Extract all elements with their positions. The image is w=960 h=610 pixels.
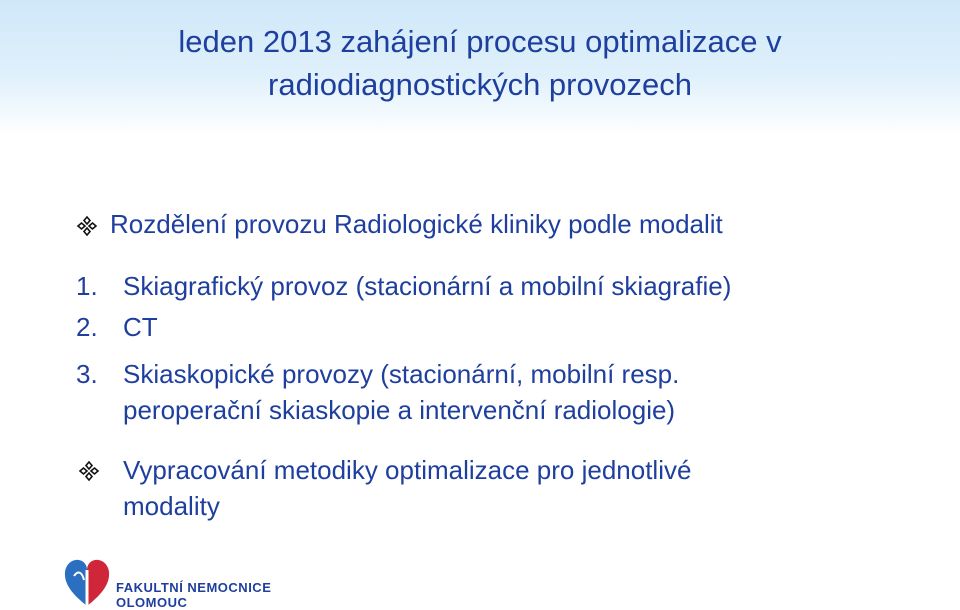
list-item-skiascopy-cont: peroperační skiaskopie a intervenční radiologie) [123,395,676,425]
slide-title [0,20,960,106]
list-item-skiascopy: Skiaskopické provozy (stacionární, mobilní resp. [123,359,680,389]
logo-text-line-2: OLOMOUC [116,595,188,610]
list-number-1: 1. [76,271,98,301]
hospital-logo-icon [62,556,112,610]
bullet-methodology-cont: modality [123,491,220,521]
bullet-modality-split: Rozdělení provozu Radiologické kliniky podle modalit [110,209,723,239]
list-item-skiagraphy: Skiagrafický provoz (stacionární a mobilní skiagrafie) [123,271,732,301]
diamond-bullet-icon [76,215,98,237]
diamond-bullet-icon [78,460,100,482]
list-item-ct: CT [123,312,158,342]
list-number-2: 2. [76,312,98,342]
logo-text-line-1: FAKULTNÍ NEMOCNICE [116,580,272,595]
list-number-3: 3. [76,359,98,389]
title-line-2: radiodiagnostických provozech [268,67,692,102]
title-line-1: leden 2013 zahájení procesu optimalizace v [178,24,782,59]
bullet-methodology: Vypracování metodiky optimalizace pro jednotlivé [123,455,692,485]
hospital-logo-text [116,580,271,610]
